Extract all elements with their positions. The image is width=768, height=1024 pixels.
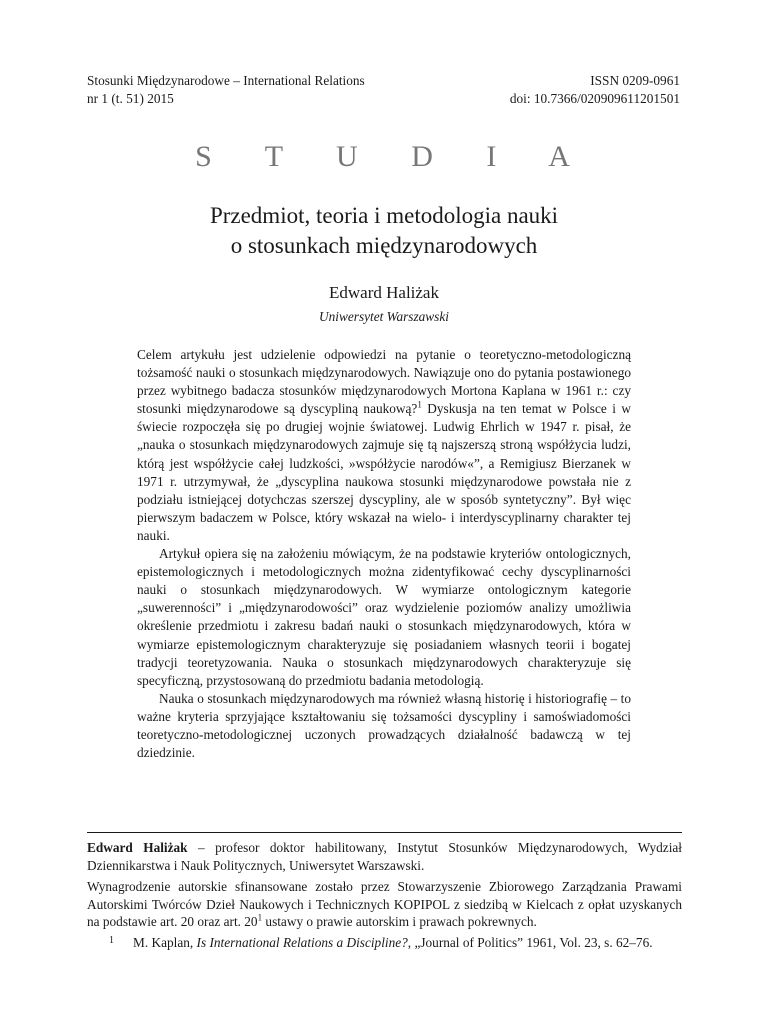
abstract-p1-text-b: Dyskusja na ten temat w Polsce i w świecie rozpoczęła się po drugiej wojnie światowej. Ludwig Ehrlich w 1947 r. pisał, że „nauka o stosunkach międzynarodowych zajmuje się tą najszerszą stroną współżycia ludzi, którą jest współżycie całej ludzkości, »współżycie narodów«”, a Remigiusz Bierzanek w 1971 r. utrzymywał, że „dyscyplina naukowa stosunki międzynarodowe powstała nie z podziału istniejącej dotychczas szerszej dyscypliny, ale w sposób syntetyczny”. Był więc pierwszym badaczem w Polsce, który wskazał na wielo- i interdyscyplinarny charakter tej nauki.	[137, 401, 631, 543]
funding-text-b: ustawy o prawie autorskim i prawach pokrewnych.	[262, 914, 537, 929]
author-name: Edward Haliżak	[329, 283, 439, 302]
funding-text-a: Wynagrodzenie autorskie sfinansowane zostało przez Stowarzyszenie Zbiorowego Zarządzania Prawami Autorskimi Twórców Dzieł Naukowych i Technicznych KOPIPOL z siedzibą w Kielcach z opłat uzyskanych na podstawie art. 20 oraz art. 20	[87, 879, 682, 929]
abstract-p1-text-a: Celem artykułu jest udzielenie odpowiedzi na pytanie o teoretyczno-metodologiczną tożsamość nauki o stosunkach międzynarodowych. Nawiązuje ono do pytania postawionego przez wybitnego badacza stosunków międzynarodowych Mortona Kaplana w 1961 r.: czy stosunki międzynarodowe są dyscypliną naukową?	[137, 347, 631, 417]
abstract-paragraph-2: Artykuł opiera się na założeniu mówiącym, że na podstawie kryteriów ontologicznych, epistemologicznych i metodologicznych można zidentyfikować cechy dyscyplinarności nauki o stosunkach międzynarodowych. W wymiarze ontologicznym kategorie „suwerenności” i „międzynarodowości” oraz wydzielenie poziomów analizy umożliwia określenie przedmiotu i zakresu badań nauki o stosunkach międzynarodowych, która w wymiarze epistemologicznym charakteryzuje się posiadaniem własnych teorii i bogatej tradycji teoretyzowania. Nauka o stosunkach międzynarodowych charakteryzuje się specyficzną, przystosowaną do przedmiotu badania metodologią.	[137, 546, 631, 688]
footnote-1-number: 1	[109, 935, 114, 946]
footnote-1	[109, 934, 682, 952]
author-note-text: – profesor doktor habilitowany, Instytut Stosunków Międzynarodowych, Wydział Dziennikarstwa i Nauk Politycznych, Uniwersytet Warszawski.	[87, 840, 682, 873]
footnote-rule	[87, 832, 682, 833]
title-line-1: Przedmiot, teoria i metodologia nauki	[209, 203, 559, 228]
running-header-left	[87, 72, 365, 108]
running-header-right	[510, 72, 680, 108]
author-note-name: Edward Haliżak	[87, 840, 188, 855]
footnote-1-author: M. Kaplan,	[133, 935, 197, 950]
author-note	[87, 839, 682, 874]
section-label: S T U D I A	[195, 140, 593, 173]
footnote-1-text	[112, 934, 682, 952]
footnote-1-title: Is International Relations a Discipline?	[196, 935, 408, 950]
funding-superscript: 1	[257, 912, 263, 923]
footnote-1-source: , „Journal of Politics” 1961, Vol. 23, s. 62–76.	[407, 935, 653, 950]
title-line-2: o stosunkach międzynarodowych	[230, 233, 538, 258]
abstract-paragraph-3: Nauka o stosunkach międzynarodowych ma również własną historię i historiografię – to ważne kryteria sprzyjające kształtowaniu się tożsamości dyscypliny i samoświadomości teoretyczno-metodologicznej uczonych prowadzących działalność badawczą w tej dziedzinie.	[137, 690, 631, 761]
abstract-paragraph-1	[137, 346, 631, 545]
footnote-marker: 1	[417, 399, 422, 410]
issn: ISSN 0209-0961	[590, 73, 680, 88]
doi: doi: 10.7366/020909611201501	[509, 91, 680, 106]
issue-number: nr 1 (t. 51) 2015	[87, 91, 174, 106]
article-title	[0, 201, 768, 261]
author-affiliation: Uniwersytet Warszawski	[319, 309, 449, 324]
funding-note	[87, 878, 682, 931]
abstract	[137, 346, 631, 762]
journal-name: Stosunki Międzynarodowe – International Relations	[87, 73, 365, 88]
